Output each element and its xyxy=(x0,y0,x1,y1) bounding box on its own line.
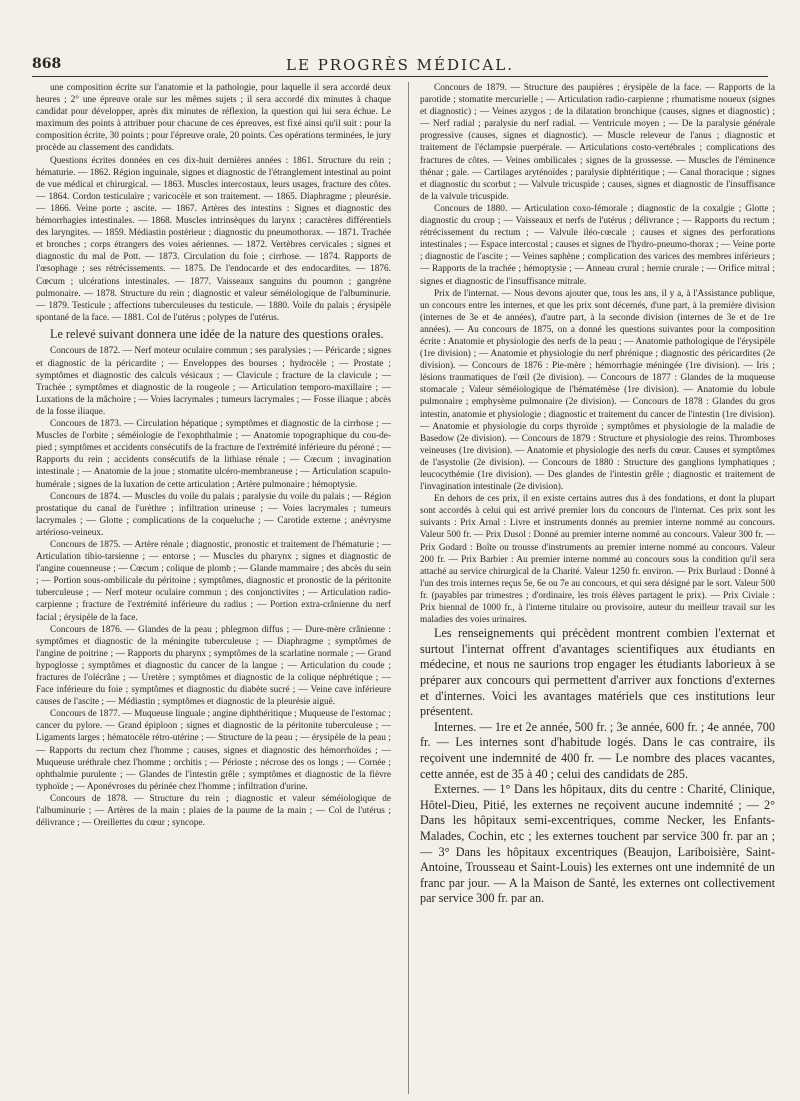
paragraph: Concours de 1880. — Articulation coxo-fémorale ; diagnostic de la coxalgie ; Glotte ; diagnostic du croup ; — Vaisseaux et nerfs de l'utérus ; délivrance ; — Rapports du rectum ; rétrécissement du rectum ; — Valvule iléo-cœcale ; causes et signes des perforations intestinales ; — Espace intercostal ; causes et signes de l'hydro-pneumo-thorax ; — Veine porte ; diagnostic de l'ascite ; — Veines saphène ; complication des varices des membres inférieurs ; — Rapports de la trachée ; hémoptysie ; — Anneau crural ; hernie crurale ; — Orifice mitral ; signes et diagnostic de l'insuffisance mitrale. xyxy=(420,203,775,287)
left-column xyxy=(36,82,391,1094)
paragraph: En dehors de ces prix, il en existe certains autres dus à des fondations, et dont la plupart sont accordés à celui qui est arrivé premier lors du concours de l'internat. Ces prix sont les suivants : Prix Arnal : Livre et instruments donnés au premier interne nommé au concours. Valeur 500 fr. — Prix Dusol : Donné au premier interne nommé au concours. Valeur 300 fr. — Prix Godard : Boîte ou trousse d'instruments au premier interne nommé au concours. Valeur 200 fr. — Prix Barbier : Au premier interne nommé au concours sous la condition qu'il sera attaché au service chirurgical de la Charité. Valeur 1250 fr. environ. — Prix Burlaud : Donné à l'un des trois internes reçus 5e, 6e ou 7e au concours, et qui sera désigné par le sort. Valeur 500 fr. (payables par trimestres ; d'ordinaire, les trois élèves partagent le prix). — Prix Civiale : Prix biennal de 1000 fr., à l'interne titulaire ou provisoire, auteur du meilleur travail sur les maladies des voies urinaires. xyxy=(420,494,775,626)
right-column xyxy=(420,82,775,1094)
paragraph: Concours de 1878. — Structure du rein ; diagnostic et valeur séméiologique de l'albuminurie ; — Artères de la main ; plaies de la paume de la main ; — Col de l'utérus ; délivrance ; — Oreillettes du cœur ; syncope. xyxy=(36,793,391,829)
paragraph-large: Internes. — 1re et 2e année, 500 fr. ; 3e année, 600 fr. ; 4e année, 700 fr. — Les internes sont d'habitude logés. Dans le cas contraire, ils reçoivent une indemnité de 400 fr. — Le nombre des places vacantes, cette année, est de 35 à 40 ; celui des candidats de 285. xyxy=(420,719,775,781)
column-divider xyxy=(408,82,409,1094)
paragraph-large: Externes. — 1° Dans les hôpitaux, dits du centre : Charité, Clinique, Hôtel-Dieu, Pitié, les externes ne reçoivent aucune indemnité ; — 2° Dans les hôpitaux semi-excentriques, comme Necker, les Enfants-Malades, Cochin, etc ; les externes touchent par service 300 fr. par an ; — 3° Dans les hôpitaux excentriques (Beaujon, Lariboisière, Saint-Antoine, Trousseau et Saint-Louis) les externes ont une indemnité de un franc par jour. — A la Maison de Santé, les externes ont collectivement par service 300 fr. par an. xyxy=(420,782,775,906)
paragraph: Concours de 1873. — Circulation hépatique ; symptômes et diagnostic de la cirrhose ; — Muscles de l'orbite ; séméiologie de l'exophthalmie ; — Anatomie topographique du cou-de-pied ; symptômes et accidents consécutifs de la fracture de l'extrémité inférieure du péroné ; — Rapports du rein ; accidents consécutifs de la lithiase rénale ; — Cœcum ; invagination intestinale ; — Anatomie de la joue ; stomatite ulcéro-membraneuse ; — Articulation scapulo-humérale ; signes de la luxation de cette articulation ; Artère pulmonaire ; hémoptysie. xyxy=(36,419,391,490)
paragraph: Questions écrites données en ces dix-huit dernières années : 1861. Structure du rein ; hématurie. — 1862. Région inguinale, signes et diagnostic de l'étranglement intestinal au point de vue médical et chirurgical. — 1863. Muscles intercostaux, leurs usages, fracture des côtes. — 1864. Cordon testiculaire ; varicocèle et son traitement. — 1865. Diaphragme ; pleurésie. — 1866. Veine porte ; ascite. — 1867. Artères des intestins : Signes et diagnostic des hémorrhagies intestinales. — 1868. Muscles intrinsèques du larynx ; caractères différentiels des laryngites. — 1859. Médiastin postérieur ; diagnostic du pneumothorax. — 1871. Trachée et bronches ; corps étrangers des voies aériennes. — 1872. Vertèbres cervicales ; signes et diagnostic du mal de Pott. — 1873. Circulation du foie ; cirrhose. — 1874. Rapports de l'œsophage ; ses rétrécissements. — 1875. De l'endocarde et des endocardites. — 1876. Cœcum ; ulcérations intestinales. — 1877. Vaisseaux sanguins du poumon ; gangrène pulmonaire. — 1878. Structure du rein ; diagnostic et valeur séméiologique de l'albuminurie. — 1879. Testicule ; affections tuberculeuses du testicule. — 1880. Voile du palais ; érysipèle spontané de la face. — 1881. Col de l'utérus ; polypes de l'utérus. xyxy=(36,155,391,323)
page-header xyxy=(32,54,768,77)
paragraph-large: Les renseignements qui précèdent montrent combien l'externat et surtout l'internat offrent d'avantages scientifiques aux étudiants en médecine, et nous ne saurions trop engager les étudiants laborieux à se préparer aux concours qui permettent d'arriver aux fonctions d'externes et d'internes. Voici les avantages matériels que ces institutions leur présentent. xyxy=(420,626,775,719)
paragraph: Concours de 1879. — Structure des paupières ; érysipèle de la face. — Rapports de la parotide ; stomatite mercurielle ; — Articulation radio-carpienne ; rhumatisme noueux (signes et diagnostic) ; — Veines azygos ; de la dilatation bronchique (causes, signes et diagnostic) ; — Nerf radial ; paralysie du nerf radial. — Ventricule moyen ; — De la paralysie générale progressive (causes, signes et diagnostic). — Muscle releveur de l'anus ; diagnostic et traitement de l'éclampsie puerpérale. — Articulations costo-vertébrales ; complications des fractures de côtes. — Veines ombilicales ; signes de la grossesse. — Muscles de l'éminence thénar ; gale. — Cartilages aryténoïdes ; paralysie diphtéritique ; — Canal thoracique ; signes et diagnostic du scorbut ; — Valvule tricuspide ; causes, signes et diagnostic de l'insuffisance de la valvule tricuspide. xyxy=(420,83,775,202)
paragraph: Concours de 1874. — Muscles du voile du palais ; paralysie du voile du palais ; — Région prostatique du canal de l'urèthre ; infiltration urineuse ; — Voies lacrymales ; tumeurs lacrymales ; — Glotte ; complications de la coqueluche ; — Carotide externe ; anévrysme artérioso-veineux. xyxy=(36,491,391,538)
section-intro: Le relevé suivant donnera une idée de la nature des questions orales. xyxy=(50,326,384,341)
paragraph: Prix de l'internat. — Nous devons ajouter que, tous les ans, il y a, à l'Assistance publique, un concours entre les internes, et que les prix sont décernés, d'une part, à la première division (internes de 3e et 4e années), d'autre part, à la seconde division (internes de 3e et de 1re années). — Au concours de 1875, on a donné les questions suivantes pour la composition écrite : Anatomie et physiologie des nerfs de la peau ; — Anatomie pathologique de l'érysipèle (1re division) ; — Anatomie et physiologie du nerf phrénique ; diagnostic des péricardites (2e division). — Concours de 1876 : Pie-mère ; hémorrhagie méningée (1re division). — Iris ; lésions traumatiques de l'œil (2e division). — Concours de 1877 : Glandes de la muqueuse stomacale ; Valeur séméiologique de l'hématémèse (1re division). — Anatomie du lobule pulmonaire ; emphysème pulmonaire (2e division). — Concours de 1878 : Glandes du gros intestin, anatomie et physiologie ; diagnostic et traitement du cancer de l'intestin (1re division). — Anatomie et physiologie du corps thyroïde ; symptômes et physiologie de la maladie de Basedow (2e division). — Concours de 1879 : Structure et physiologie des reins. Thromboses veineuses (1re division). — Anatomie et physiologie des nerfs du cœur. Causes et symptômes de l'asystolie (2e division). — Concours de 1880 : Structure des ganglions lymphatiques ; leucocythémie (1re division). — Des glandes de l'intestin grêle ; diagnostic et traitement de l'invagination intestinale (2e division). xyxy=(420,288,775,493)
paragraph: Concours de 1875. — Artère rénale ; diagnostic, pronostic et traitement de l'hématurie ; — Articulation tibio-tarsienne ; — entorse ; — Muscles du pharynx ; signes et diagnostic de l'angine couenneuse ; — Cœcum ; colique de plomb ; — Glande mammaire ; des abcès du sein ; — Portion sous-ombilicale du péritoine ; symptômes, diagnostic et pronostic de la péritonite tuberculeuse ; — Nerf moteur oculaire commun ; des conjonctivites ; — Articulation radio-carpienne ; fracture de l'extrémité inférieure du radius ; — Portion extra-crânienne du nerf facial ; érysipèle de la face. xyxy=(36,539,391,623)
paragraph: Concours de 1876. — Glandes de la peau ; phlegmon diffus ; — Dure-mère crânienne : symptômes et diagnostic de la méningite tuberculeuse ; — Diaphragme ; symptômes de l'angine de poitrine ; — Rapports du pharynx ; symptômes de la scarlatine normale ; — Grand hypoglosse ; symptômes et diagnostic du cancer de la langue ; — Articulation du coude ; fractures de l'olécrâne ; — Uretère ; symptômes et diagnostic de la colique néphrétique ; — Face inférieure du foie ; symptômes et diagnostic du diabète sucré ; — Veine cave inférieure causes de l'ascite ; — Médiastin ; symptômes et diagnostic de la pleurésie aiguë. xyxy=(36,624,391,708)
page-number: 868 xyxy=(32,56,62,72)
journal-title: LE PROGRÈS MÉDICAL. xyxy=(286,56,514,74)
paragraph: une composition écrite sur l'anatomie et la pathologie, pour laquelle il sera accordé deux heures ; 2° une épreuve orale sur les mêmes sujets ; il sera accordé dix minutes à chaque candidat pour développer, après dix minutes de réflexion, la question qui lui sera échue. Le maximum des points à attribuer pour chacune de ces épreuves, est fixé ainsi qu'il suit : pour la composition écrite, 30 points ; pour l'épreuve orale, 20 points. Ces opérations terminées, le jury procède au classement des candidats. xyxy=(36,83,391,154)
paragraph: Concours de 1872. — Nerf moteur oculaire commun ; ses paralysies ; — Péricarde ; signes et diagnostic de la péricardite ; — Enveloppes des bourses ; hydrocèle ; — Prostate ; symptômes et diagnostic des calculs vésicaux ; — Clavicule ; fracture de la clavicule ; — Trachée ; symptômes et diagnostic de la rougeole ; — Articulation temporo-maxillaire ; — Luxations de la mâchoire ; — Voies lacrymales ; tumeurs lacrymales ; — Fosse iliaque ; abcès de la fosse iliaque. xyxy=(36,346,391,417)
paragraph: Concours de 1877. — Muqueuse linguale ; angine diphthéritique ; Muqueuse de l'estomac ; cancer du pylore. — Grand épiploon ; signes et diagnostic de la péritonite tuberculeuse ; — Ligaments larges ; hématocèle rétro-utérine ; — Structure de la peau ; — érysipèle de la peau ; — Rapports du rectum chez l'homme ; causes, signes et diagnostic des hémorrhoïdes ; — Muqueuse uréthrale chez l'homme ; orchitis ; — Périoste ; nécrose des os longs ; — Cornée ; ophthalmie purulente ; — Glandes de l'intestin grêle ; symptômes et diagnostic de la fièvre typhoïde ; — Aponévroses du périnée chez l'homme ; infiltration d'urine. xyxy=(36,709,391,792)
